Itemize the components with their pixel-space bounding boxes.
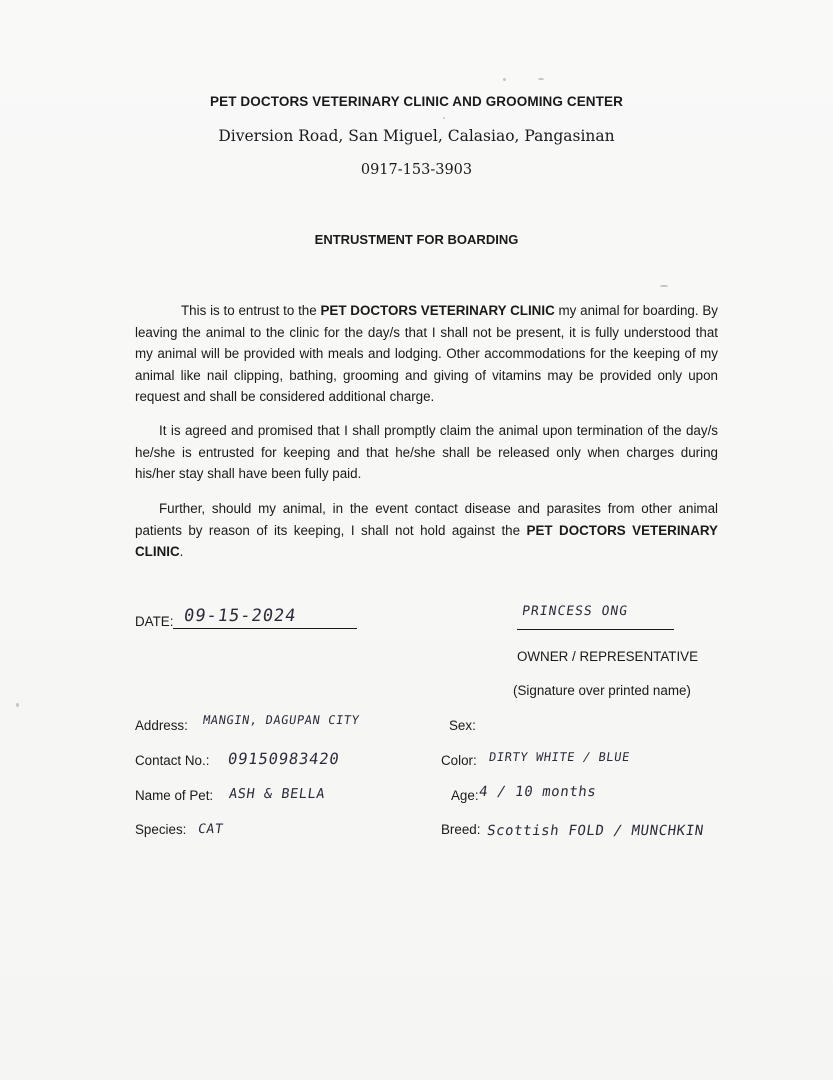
clinic-phone: 0917-153-3903: [360, 162, 473, 178]
signature-line: [517, 629, 674, 630]
contact-label: Contact No.:: [135, 753, 210, 768]
clinic-address: Diversion Road, San Miguel, Calasiao, Pangasinan: [218, 127, 615, 145]
address-label: Address:: [135, 718, 188, 733]
signature-note: (Signature over printed name): [513, 683, 691, 698]
species-label: Species:: [135, 822, 187, 837]
paragraph-liability: [135, 498, 718, 563]
signature-name: PRINCESS ONG: [520, 604, 629, 619]
p2-text: It is agreed and promised that I shall promptly claim the animal upon termination of the day/s he/she is entrusted for keeping and that he/she shall be released only when charges during his/her stay shall have been fully paid.: [135, 423, 718, 481]
color-value: DIRTY WHITE / BLUE: [488, 750, 631, 764]
p3-text-a: Further, should my animal, in the event contact disease and parasites from other animal patients by reason of its keeping, I shall not hold against the: [135, 501, 718, 538]
pet-name-label: Name of Pet:: [135, 788, 214, 803]
p1-text-b: my animal for boarding. By leaving the animal to the clinic for the day/s that I shall not be present, it is fully understood that my animal will be provided with meals and lodging. Other accommodations for the keeping of my animal like nail clipping, bathing, grooming and giving of vitamins may be provided only upon request and shall be considered additional charge.: [135, 303, 718, 404]
p3-clinic-name: PET DOCTORS VETERINARY CLINIC: [135, 522, 718, 559]
p1-text-a: This is to entrust to the: [181, 303, 321, 318]
document-title: ENTRUSTMENT FOR BOARDING: [314, 232, 519, 247]
age-label: Age:: [451, 788, 479, 803]
species-value: CAT: [196, 822, 225, 837]
breed-value: Scottish FOLD / MUNCHKIN: [485, 823, 705, 839]
owner-label: OWNER / REPRESENTATIVE: [517, 649, 699, 664]
clinic-name: PET DOCTORS VETERINARY CLINIC AND GROOMING CENTER: [210, 94, 623, 109]
contact-value: 09150983420: [226, 750, 341, 768]
pet-name-value: ASH & BELLA: [227, 786, 327, 802]
breed-label: Breed:: [441, 822, 481, 837]
paragraph-entrust: [135, 300, 718, 408]
color-label: Color:: [441, 753, 477, 768]
date-label: DATE:: [135, 614, 174, 629]
date-line: [173, 628, 357, 629]
paragraph-agreement: [135, 420, 718, 485]
date-value: 09-15-2024: [182, 606, 298, 626]
p3-text-end: .: [179, 544, 184, 559]
p1-clinic-name: PET DOCTORS VETERINARY CLINIC: [320, 303, 555, 318]
address-value: MANGIN, DAGUPAN CITY: [202, 713, 361, 727]
age-value: 4 / 10 months: [477, 784, 598, 800]
sex-label: Sex:: [449, 718, 476, 733]
